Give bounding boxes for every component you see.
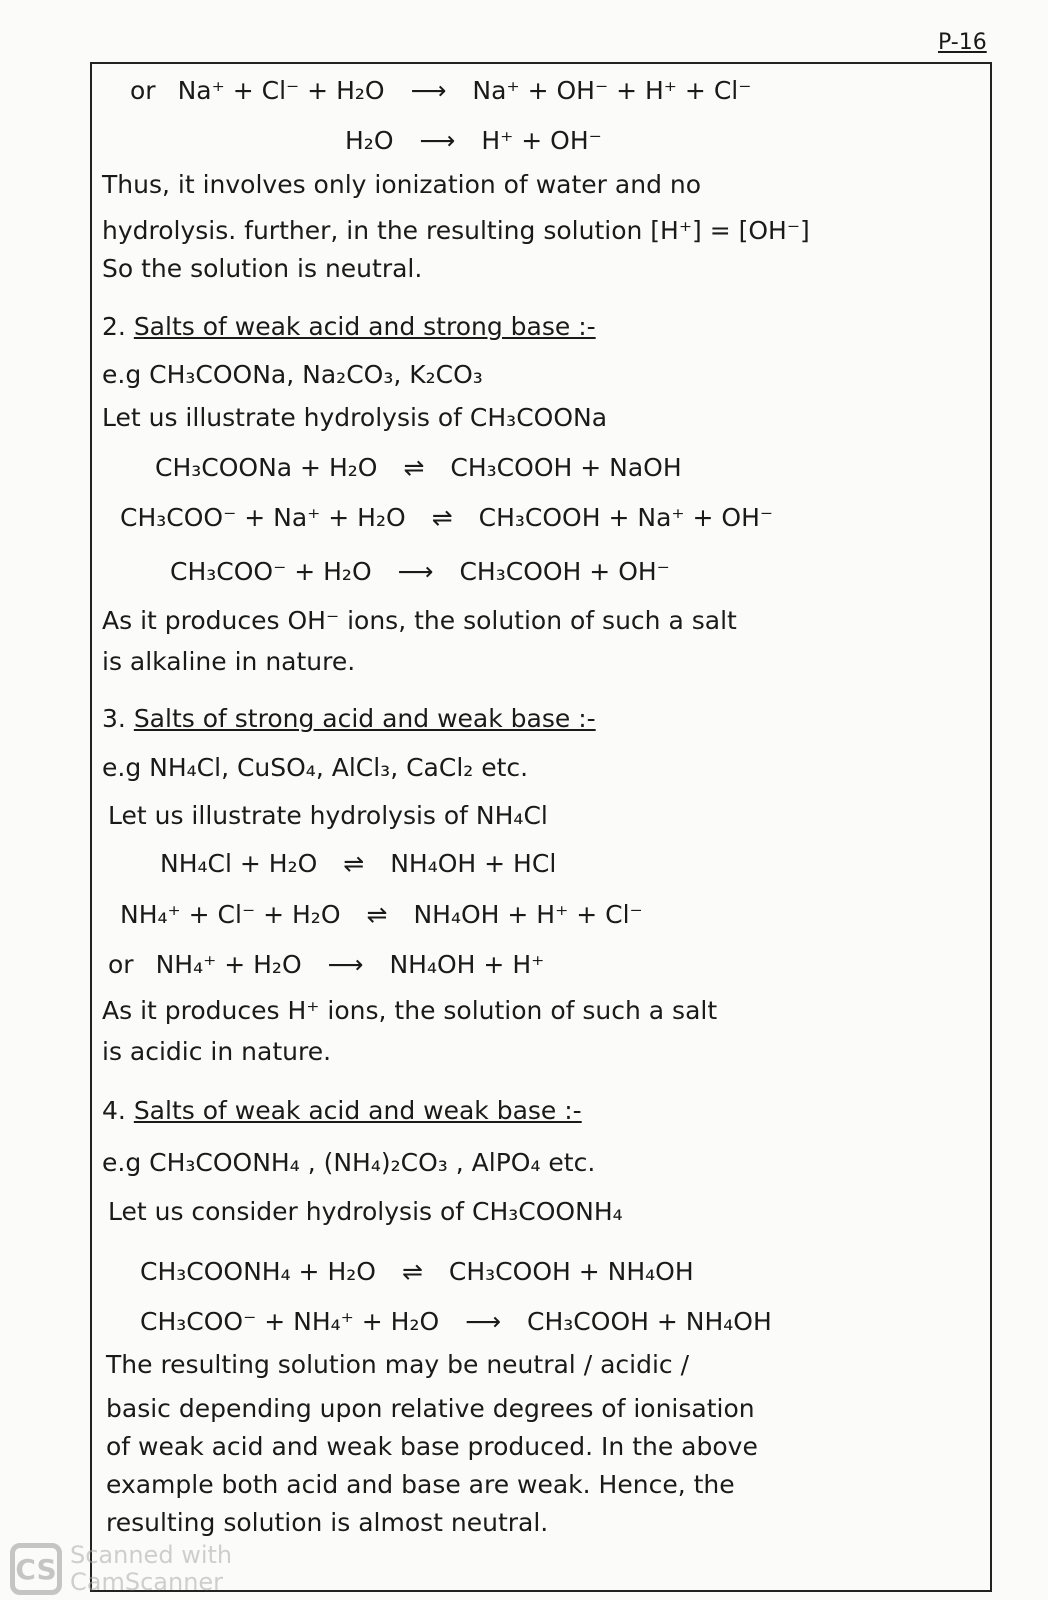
equilibrium-arrow-icon: ⇌ bbox=[366, 900, 388, 929]
text-line: Thus, it involves only ionization of water and no bbox=[102, 170, 702, 199]
equation-right: CH₃COOH + NH₄OH bbox=[448, 1257, 694, 1286]
equation bbox=[130, 76, 751, 105]
equilibrium-arrow-icon: ⇌ bbox=[401, 1257, 423, 1286]
equation bbox=[120, 503, 773, 532]
equation bbox=[345, 126, 602, 155]
text-line: Let us illustrate hydrolysis of CH₃COONa bbox=[102, 403, 608, 432]
examples: e.g CH₃COONa, Na₂CO₃, K₂CO₃ bbox=[102, 360, 483, 389]
equilibrium-arrow-icon: ⇌ bbox=[403, 453, 425, 482]
equation-right: CH₃COOH + Na⁺ + OH⁻ bbox=[478, 503, 774, 532]
section-number: 2. bbox=[102, 312, 126, 341]
text-line: is alkaline in nature. bbox=[102, 647, 356, 676]
equation-left: CH₃COONa + H₂O bbox=[155, 453, 378, 482]
equation-right: NH₄OH + H⁺ + Cl⁻ bbox=[413, 900, 643, 929]
text-line: hydrolysis. further, in the resulting solution [H⁺] = [OH⁻] bbox=[102, 216, 810, 245]
equation-right: Na⁺ + OH⁻ + H⁺ + Cl⁻ bbox=[472, 76, 752, 105]
section-number: 4. bbox=[102, 1096, 126, 1125]
equation-left: CH₃COO⁻ + NH₄⁺ + H₂O bbox=[140, 1307, 440, 1336]
text-line: is acidic in nature. bbox=[102, 1037, 332, 1066]
section-title: Salts of strong acid and weak base :- bbox=[133, 704, 596, 733]
equation bbox=[140, 1257, 694, 1286]
text-line: So the solution is neutral. bbox=[102, 254, 423, 283]
examples: e.g CH₃COONH₄ , (NH₄)₂CO₃ , AlPO₄ etc. bbox=[102, 1148, 596, 1177]
equation-right: CH₃COOH + NaOH bbox=[450, 453, 682, 482]
text-line: Let us consider hydrolysis of CH₃COONH₄ bbox=[108, 1197, 623, 1226]
equation-right: NH₄OH + HCl bbox=[390, 849, 557, 878]
text-line: As it produces OH⁻ ions, the solution of such a salt bbox=[102, 606, 737, 635]
section-heading bbox=[102, 704, 596, 733]
watermark-line: CamScanner bbox=[70, 1568, 224, 1596]
equation-left: H₂O bbox=[345, 126, 394, 155]
equation bbox=[160, 849, 556, 878]
section-heading bbox=[102, 1096, 582, 1125]
equation-left: Na⁺ + Cl⁻ + H₂O bbox=[177, 76, 385, 105]
equation-prefix: or bbox=[130, 76, 156, 105]
equation-right: CH₃COOH + NH₄OH bbox=[527, 1307, 772, 1336]
equation-left: CH₃COO⁻ + H₂O bbox=[170, 557, 372, 586]
text-line: The resulting solution may be neutral / acidic / bbox=[106, 1350, 690, 1379]
section-heading bbox=[102, 312, 596, 341]
arrow-icon: ⟶ bbox=[465, 1307, 502, 1336]
examples: e.g NH₄Cl, CuSO₄, AlCl₃, CaCl₂ etc. bbox=[102, 753, 529, 782]
text-line: of weak acid and weak base produced. In the above bbox=[106, 1432, 758, 1461]
arrow-icon: ⟶ bbox=[410, 76, 447, 105]
arrow-icon: ⟶ bbox=[397, 557, 434, 586]
section-title: Salts of weak acid and weak base :- bbox=[133, 1096, 582, 1125]
equation-left: CH₃COO⁻ + Na⁺ + H₂O bbox=[120, 503, 406, 532]
page-number: P-16 bbox=[938, 30, 987, 55]
text-line: As it produces H⁺ ions, the solution of such a salt bbox=[102, 996, 718, 1025]
arrow-icon: ⟶ bbox=[419, 126, 456, 155]
camscanner-watermark bbox=[10, 1542, 232, 1596]
equation bbox=[108, 950, 544, 979]
section-title: Salts of weak acid and strong base :- bbox=[133, 312, 596, 341]
text-line: Let us illustrate hydrolysis of NH₄Cl bbox=[108, 801, 548, 830]
equilibrium-arrow-icon: ⇌ bbox=[431, 503, 453, 532]
equation bbox=[170, 557, 670, 586]
equation bbox=[140, 1307, 772, 1336]
text-line: example both acid and base are weak. Hence, the bbox=[106, 1470, 735, 1499]
equation-left: NH₄⁺ + Cl⁻ + H₂O bbox=[120, 900, 341, 929]
equation bbox=[120, 900, 643, 929]
equation-left: NH₄Cl + H₂O bbox=[160, 849, 318, 878]
text-line: resulting solution is almost neutral. bbox=[106, 1508, 549, 1537]
equilibrium-arrow-icon: ⇌ bbox=[343, 849, 365, 878]
section-number: 3. bbox=[102, 704, 126, 733]
text-line: basic depending upon relative degrees of ionisation bbox=[106, 1394, 755, 1423]
equation-prefix: or bbox=[108, 950, 134, 979]
arrow-icon: ⟶ bbox=[327, 950, 364, 979]
watermark-line: Scanned with bbox=[70, 1541, 233, 1569]
equation-right: NH₄OH + H⁺ bbox=[389, 950, 545, 979]
equation bbox=[155, 453, 682, 482]
equation-right: CH₃COOH + OH⁻ bbox=[459, 557, 670, 586]
equation-left: CH₃COONH₄ + H₂O bbox=[140, 1257, 376, 1286]
equation-left: NH₄⁺ + H₂O bbox=[155, 950, 302, 979]
camscanner-logo-icon: CS bbox=[10, 1543, 62, 1595]
equation-right: H⁺ + OH⁻ bbox=[481, 126, 602, 155]
